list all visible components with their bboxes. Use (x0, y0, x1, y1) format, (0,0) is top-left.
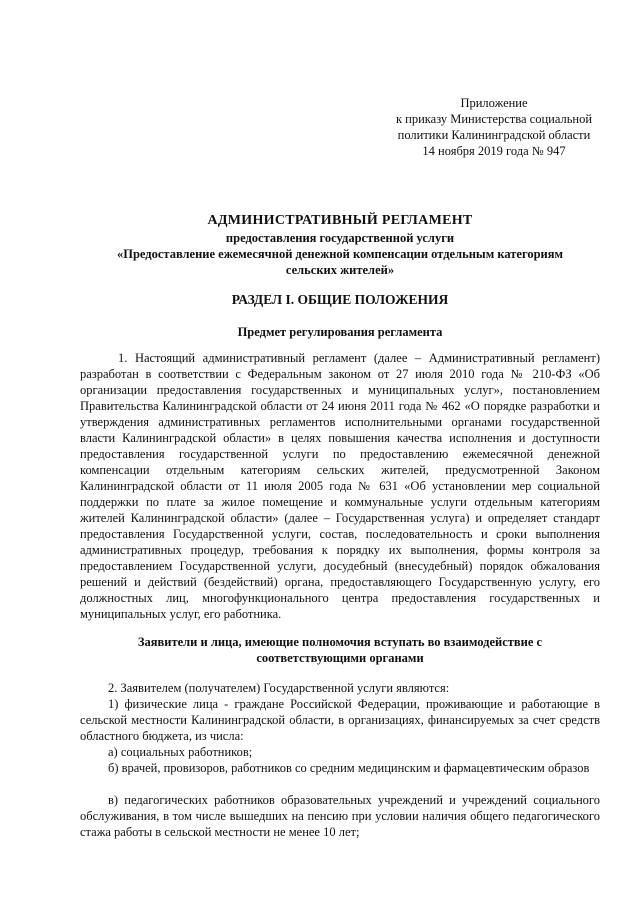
paragraph-2: 2. Заявителем (получателем) Государственной услуги являются: (108, 681, 450, 695)
document-title: АДМИНИСТРАТИВНЫЙ РЕГЛАМЕНТ (207, 213, 473, 228)
appendix-block (360, 95, 628, 159)
document-title-block (80, 212, 600, 278)
paragraph-1: 1. Настоящий административный регламент (далее – Административный регламент) разработан в соответствии с Федеральным законом от 27 июля 2010 года № 210-ФЗ «Об организации предоставления государственных и муниципальных услуг», постановлением Правительства Калининградской области от 24 июня 2011 года № 462 «О порядке разработки и утверждения административных регламентов исполнительными органами государственной власти Калининградской области» в целях повышения качества исполнения и доступности предоставления государственной услуги по предоставлению ежемесячной денежной компенсации отдельным категориям сельских жителей, предусмотренной Законом Калининградской области от 11 июля 2005 года № 631 «Об установлении мер социальной поддержки по плате за жилое помещение и коммунальные услуги отдельным категориям жителей Калининградской области» (далее – Государственная услуга) и определяет стандарт предоставления Государственной услуги, состав, последовательность и сроки выполнения административных процедур, требования к порядку их выполнения, формы контроля за предоставлением Государственной услуги, досудебный (внесудебный) порядок обжалования решений и действий (бездействий) органа, предоставляющего Государственную услугу, его должностных лиц, многофункционального центра предоставления государственных и муниципальных услуг, его работника. (80, 351, 600, 621)
list-item: в) педагогических работников образовательных учреждений и учреждений социального обслуживания, в том числе вышедших на пенсию при условии наличия общего педагогического стажа работы в сельской местности не менее 10 лет; (80, 793, 600, 839)
appendix-line: к приказу Министерства социальной (395, 112, 593, 126)
list-item: 1) физические лица - граждане Российской Федерации, проживающие и работающие в сельской местности Калининградской области, в организациях, финансируемых за счет средств областного бюджета, из числа: (80, 697, 600, 743)
subsection-heading (80, 634, 600, 666)
section-heading: РАЗДЕЛ I. ОБЩИЕ ПОЛОЖЕНИЯ (231, 292, 449, 307)
subsection-heading-line: соответствующими органами (256, 651, 424, 665)
list-item: б) врачей, провизоров, работников со средним медицинским и фармацевтическим образов (108, 761, 590, 775)
subsection-heading-line: Заявители и лица, имеющие полномочия вступать во взаимодействие с (137, 635, 543, 649)
appendix-line: 14 ноября 2019 года № 947 (422, 144, 566, 158)
subsection-heading: Предмет регулирования регламента (237, 325, 443, 339)
document-subtitle: предоставления государственной услуги (225, 231, 455, 245)
appendix-line: Приложение (460, 96, 528, 110)
list-item: а) социальных работников; (108, 745, 253, 759)
document-subtitle: «Предоставление ежемесячной денежной компенсации отдельным категориям (116, 247, 564, 261)
document-subtitle: сельских жителей» (285, 263, 395, 277)
appendix-line: политики Калининградской области (397, 128, 591, 142)
